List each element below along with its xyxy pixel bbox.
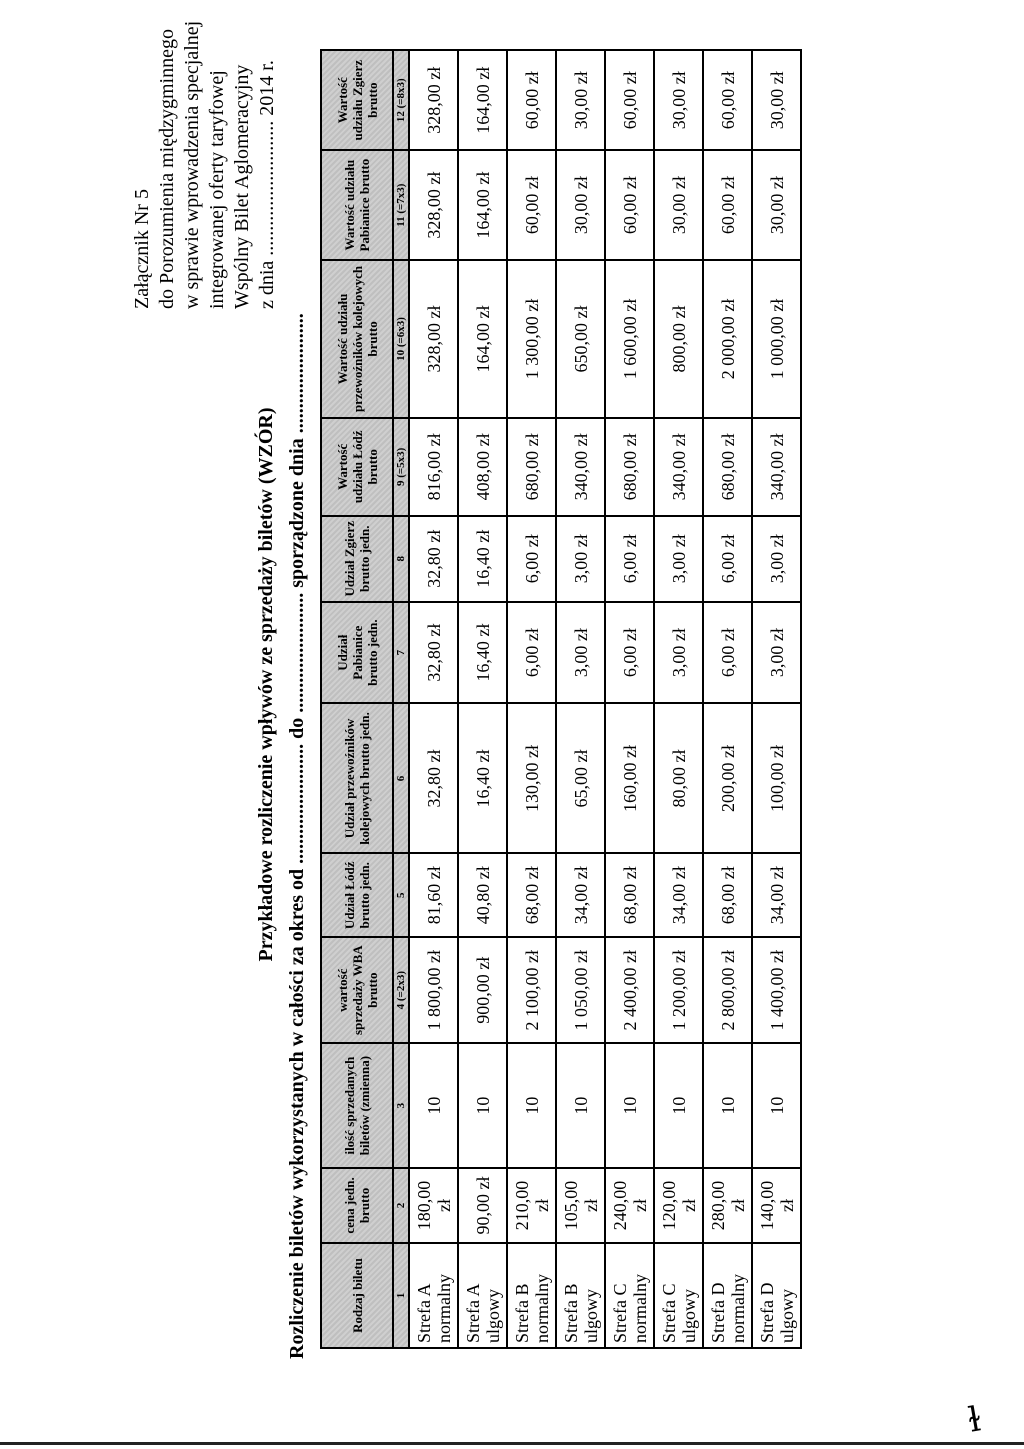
cell-qty: 10: [654, 1043, 703, 1168]
cell-value: 1 800,00 zł: [409, 937, 458, 1043]
cell-v-lodz: 816,00 zł: [409, 418, 458, 516]
cell-v-zg: 164,00 zł: [458, 50, 507, 150]
cell-lodz: 81,60 zł: [409, 853, 458, 937]
cell-v-rail: 650,00 zł: [556, 260, 605, 418]
cell-type: Strefa D normalny: [703, 1243, 752, 1348]
header-cell: wartość sprzedaży WBA brutto: [321, 937, 393, 1043]
cell-lodz: 68,00 zł: [507, 853, 556, 937]
cell-v-zg: 30,00 zł: [752, 50, 801, 150]
cell-v-rail: 164,00 zł: [458, 260, 507, 418]
cell-price: 105,00 zł: [556, 1168, 605, 1243]
annex-line: do Porozumienia międzygminnego: [156, 29, 178, 309]
table-row: [605, 50, 654, 1348]
cell-v-rail: 1 600,00 zł: [605, 260, 654, 418]
cell-price: 210,00 zł: [507, 1168, 556, 1243]
cell-price: 240,00 zł: [605, 1168, 654, 1243]
cell-rail: 16,40 zł: [458, 703, 507, 853]
table-row: [654, 50, 703, 1348]
cell-zg: 3,00 zł: [752, 516, 801, 602]
cell-qty: 10: [409, 1043, 458, 1168]
cell-lodz: 34,00 zł: [752, 853, 801, 937]
table-row: [507, 50, 556, 1348]
cell-v-pab: 60,00 zł: [605, 150, 654, 260]
cell-rail: 130,00 zł: [507, 703, 556, 853]
table-row: [409, 50, 458, 1348]
header-cell: Rodzaj biletu: [321, 1243, 393, 1348]
cell-value: 2 100,00 zł: [507, 937, 556, 1043]
column-number: 6: [393, 703, 409, 853]
cell-v-pab: 30,00 zł: [752, 150, 801, 260]
annex-line: Wspólny Bilet Aglomeracyjny: [231, 64, 253, 309]
cell-rail: 200,00 zł: [703, 703, 752, 853]
cell-v-lodz: 680,00 zł: [703, 418, 752, 516]
column-number: 10 (=6x3): [393, 260, 409, 418]
document-subtitle: Rozliczenie biletów wykorzystanych w całości za okres od ........................ do ........................ sporządzone dnia ........................: [286, 313, 308, 1359]
header-cell: Wartość udziału Zgierz brutto: [321, 50, 393, 150]
cell-zg: 6,00 zł: [703, 516, 752, 602]
header-cell: Udział przewoźników kolejowych brutto jedn.: [321, 703, 393, 853]
cell-lodz: 68,00 zł: [703, 853, 752, 937]
settlement-table: [320, 49, 802, 1349]
column-number-row: [393, 50, 409, 1348]
table-row: [752, 50, 801, 1348]
column-number: 5: [393, 853, 409, 937]
cell-type: Strefa B ulgowy: [556, 1243, 605, 1348]
cell-v-lodz: 680,00 zł: [605, 418, 654, 516]
cell-rail: 100,00 zł: [752, 703, 801, 853]
cell-v-rail: 2 000,00 zł: [703, 260, 752, 418]
handwritten-signature: ɫ: [964, 1399, 985, 1441]
cell-qty: 10: [556, 1043, 605, 1168]
column-number: 11 (=7x3): [393, 150, 409, 260]
cell-type: Strefa B normalny: [507, 1243, 556, 1348]
cell-rail: 80,00 zł: [654, 703, 703, 853]
cell-v-pab: 328,00 zł: [409, 150, 458, 260]
cell-v-pab: 30,00 zł: [654, 150, 703, 260]
header-cell: Wartość udziału przewoźników kolejowych brutto: [321, 260, 393, 418]
cell-type: Strefa C ulgowy: [654, 1243, 703, 1348]
cell-v-zg: 30,00 zł: [556, 50, 605, 150]
cell-value: 1 400,00 zł: [752, 937, 801, 1043]
column-number: 1: [393, 1243, 409, 1348]
cell-value: 2 400,00 zł: [605, 937, 654, 1043]
cell-v-lodz: 680,00 zł: [507, 418, 556, 516]
cell-price: 140,00 zł: [752, 1168, 801, 1243]
annex-line: w sprawie wprowadzenia specjalnej: [181, 20, 203, 309]
cell-rail: 160,00 zł: [605, 703, 654, 853]
cell-lodz: 34,00 zł: [556, 853, 605, 937]
cell-type: Strefa A ulgowy: [458, 1243, 507, 1348]
cell-zg: 32,80 zł: [409, 516, 458, 602]
cell-type: Strefa A normalny: [409, 1243, 458, 1348]
annex-line: integrowanej oferty taryfowej: [206, 70, 228, 309]
column-number: 2: [393, 1168, 409, 1243]
cell-v-pab: 30,00 zł: [556, 150, 605, 260]
cell-pab: 16,40 zł: [458, 602, 507, 703]
cell-price: 120,00 zł: [654, 1168, 703, 1243]
table-row: [703, 50, 752, 1348]
scan-edge-line: [0, 1442, 1024, 1445]
column-number: 4 (=2x3): [393, 937, 409, 1043]
cell-qty: 10: [458, 1043, 507, 1168]
cell-type: Strefa D ulgowy: [752, 1243, 801, 1348]
cell-zg: 16,40 zł: [458, 516, 507, 602]
annex-line: z dnia ........................... 2014 r.: [256, 60, 278, 309]
cell-qty: 10: [752, 1043, 801, 1168]
cell-v-zg: 60,00 zł: [507, 50, 556, 150]
header-cell: ilość sprzedanych biletów (zmienna): [321, 1043, 393, 1168]
header-cell: Udział Zgierz brutto jedn.: [321, 516, 393, 602]
cell-rail: 65,00 zł: [556, 703, 605, 853]
cell-price: 180,00 zł: [409, 1168, 458, 1243]
cell-v-zg: 30,00 zł: [654, 50, 703, 150]
cell-value: 900,00 zł: [458, 937, 507, 1043]
cell-zg: 6,00 zł: [507, 516, 556, 602]
column-number: 8: [393, 516, 409, 602]
cell-pab: 6,00 zł: [605, 602, 654, 703]
header-cell: Udział Pabianice brutto jedn.: [321, 602, 393, 703]
cell-v-rail: 1 300,00 zł: [507, 260, 556, 418]
cell-pab: 3,00 zł: [654, 602, 703, 703]
cell-v-lodz: 408,00 zł: [458, 418, 507, 516]
cell-v-zg: 328,00 zł: [409, 50, 458, 150]
cell-qty: 10: [507, 1043, 556, 1168]
cell-price: 90,00 zł: [458, 1168, 507, 1243]
cell-qty: 10: [605, 1043, 654, 1168]
cell-type: Strefa C normalny: [605, 1243, 654, 1348]
header-row: [321, 50, 393, 1348]
cell-zg: 3,00 zł: [654, 516, 703, 602]
cell-v-pab: 164,00 zł: [458, 150, 507, 260]
cell-v-pab: 60,00 zł: [703, 150, 752, 260]
cell-v-pab: 60,00 zł: [507, 150, 556, 260]
cell-lodz: 68,00 zł: [605, 853, 654, 937]
cell-pab: 32,80 zł: [409, 602, 458, 703]
table-row: [458, 50, 507, 1348]
cell-pab: 6,00 zł: [507, 602, 556, 703]
cell-v-lodz: 340,00 zł: [556, 418, 605, 516]
cell-lodz: 34,00 zł: [654, 853, 703, 937]
cell-lodz: 40,80 zł: [458, 853, 507, 937]
cell-pab: 3,00 zł: [556, 602, 605, 703]
table-body: [409, 50, 801, 1348]
table-row: [556, 50, 605, 1348]
cell-value: 1 200,00 zł: [654, 937, 703, 1043]
column-number: 9 (=5x3): [393, 418, 409, 516]
header-cell: Wartość udziału Pabianice brutto: [321, 150, 393, 260]
cell-v-zg: 60,00 zł: [605, 50, 654, 150]
header-cell: Udział Łódź brutto jedn.: [321, 853, 393, 937]
cell-v-lodz: 340,00 zł: [654, 418, 703, 516]
cell-v-zg: 60,00 zł: [703, 50, 752, 150]
cell-zg: 6,00 zł: [605, 516, 654, 602]
cell-rail: 32,80 zł: [409, 703, 458, 853]
cell-pab: 3,00 zł: [752, 602, 801, 703]
annex-line: Załącznik Nr 5: [131, 189, 153, 309]
column-number: 12 (=8x3): [393, 50, 409, 150]
cell-zg: 3,00 zł: [556, 516, 605, 602]
cell-pab: 6,00 zł: [703, 602, 752, 703]
cell-v-rail: 328,00 zł: [409, 260, 458, 418]
cell-v-rail: 800,00 zł: [654, 260, 703, 418]
column-number: 7: [393, 602, 409, 703]
cell-value: 2 800,00 zł: [703, 937, 752, 1043]
document-title: Przykładowe rozliczenie wpływów ze sprzedaży biletów (WZÓR): [255, 407, 277, 962]
cell-v-rail: 1 000,00 zł: [752, 260, 801, 418]
column-number: 3: [393, 1043, 409, 1168]
header-cell: cena jedn. brutto: [321, 1168, 393, 1243]
cell-v-lodz: 340,00 zł: [752, 418, 801, 516]
cell-qty: 10: [703, 1043, 752, 1168]
header-cell: Wartość udziału Łódź brutto: [321, 418, 393, 516]
cell-price: 280,00 zł: [703, 1168, 752, 1243]
cell-value: 1 050,00 zł: [556, 937, 605, 1043]
